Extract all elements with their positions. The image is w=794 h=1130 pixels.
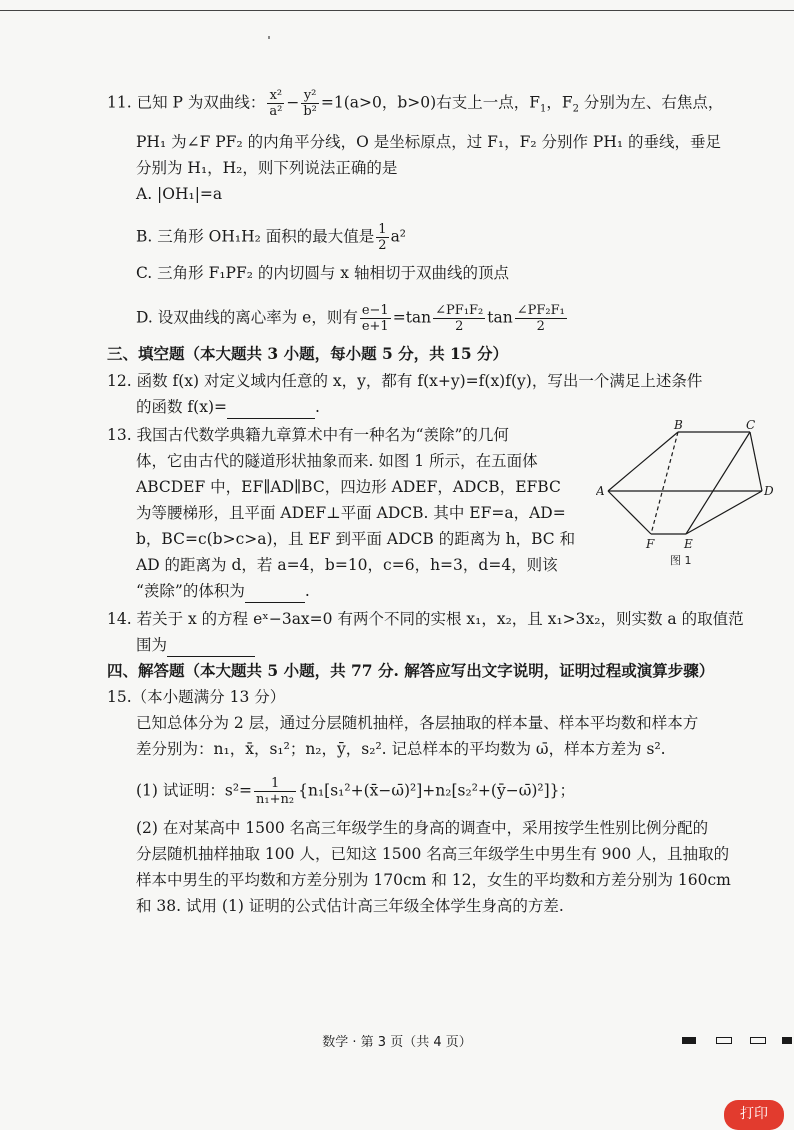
q14-line2: 围为 [136,634,255,657]
q13-line6: AD 的距离为 d，若 a=4，b=10，c=6，h=3，d=4，则该 [136,556,558,574]
q11-option-c: C. 三角形 F₁PF₂ 的内切圆与 x 轴相切于双曲线的顶点 [136,264,509,282]
q14-answer-blank [167,634,255,657]
q12-answer-blank [227,396,315,419]
print-button[interactable]: 打印 [724,1100,784,1130]
q11-line3: 分别为 H₁，H₂，则下列说法正确的是 [136,159,398,177]
q13-line1: 13. 我国古代数学典籍九章算术中有一种名为“羡除”的几何 [107,426,509,444]
q15-part1: (1) 试证明：s²= $\frac{1}{\text{n₁+n₂}}$ {n₁[s₁²+(x̄−ω̄)²]+n₂[s₂²+(ȳ−ω̄)²]}； [136,776,576,807]
q15-line2: 差分别为：n₁，x̄，s₁²；n₂，ȳ，s₂². 记总样本的平均数为 ω̄，样本方差为 s². [136,740,666,758]
footer-mark-filled [682,1037,696,1044]
footer-mark-empty-2 [750,1037,766,1044]
q15-part2-line2: 分层随机抽样抽取 100 人，已知这 1500 名高三年级学生中男生有 900 人，且抽取的 [136,845,730,863]
q15-line1: 已知总体分为 2 层，通过分层随机抽样，各层抽取的样本量、样本平均数和样本方 [136,714,699,732]
q11-option-a: A. |OH₁|=a [136,185,223,203]
label-e: E [684,537,693,551]
q13-line7: “羡除”的体积为 . [136,580,310,603]
page-footer: 数学 · 第 3 页（共 4 页） [322,1035,472,1050]
edge-ce [686,432,750,534]
q15-part2-line4: 和 38. 试用 (1) 证明的公式估计高三年级全体学生身高的方差. [136,897,564,915]
q11-line1: 11. 已知 P 为双曲线： $\frac{\text{x²}}{\text{a²}}$ − $\frac{\text{y²}}{\text{b²}}$ =1(a>0，b>0)右支上一点，$F_1$，$F_2$ 分别为左、右焦点， [107,88,724,119]
footer-mark-filled-2 [782,1037,792,1044]
section-4-heading: 四、解答题（本大题共 5 小题，共 77 分. 解答应写出文字说明，证明过程或演算步骤） [107,661,715,680]
footer-mark-empty-1 [716,1037,732,1044]
q15-heading: 15.（本小题满分 13 分） [107,688,286,706]
figure-caption: 图 1 [670,554,692,567]
q13-line3: ABCDEF 中，EF∥AD∥BC，四边形 ADEF，ADCB，EFBC [136,478,561,496]
q11-option-d: D. 设双曲线的离心率为 e，则有 $\frac{e-1}{e+1}$ =tan $\frac{\text{∠PF₁F₂}}{2}$ tan $\frac{\text{∠PF₂F₁}}{2}$ [136,303,565,334]
label-a: A [596,484,605,498]
edge-af [608,491,651,534]
q13-line4: 为等腰梯形，且平面 ADEF⊥平面 ADCB. 其中 EF=a，AD= [136,504,566,522]
label-d: D [764,484,774,498]
q12-line1: 12. 函数 f(x) 对定义域内任意的 x，y，都有 f(x+y)=f(x)f(y)，写出一个满足上述条件 [107,372,703,390]
q11-frac-y: $\frac{\text{y²}}{\text{b²}}$ [303,88,317,119]
label-f: F [646,537,655,551]
edge-bf-hidden [651,432,678,534]
label-c: C [746,419,756,432]
section-3-heading: 三、填空题（本大题共 3 小题，每小题 5 分，共 15 分） [107,344,509,363]
q12-line2: 的函数 f(x)= . [136,396,320,419]
q11-frac-x: $\frac{\text{x²}}{\text{a²}}$ [269,88,283,119]
label-b: B [674,419,683,432]
edge-ed [686,491,762,534]
scan-mark [268,36,270,39]
top-border [0,10,794,11]
q11-line2: PH₁ 为∠F PF₂ 的内角平分线，O 是坐标原点，过 F₁，F₂ 分别作 PH₁ 的垂线，垂足 [136,133,722,151]
q13-line5: b，BC=c(b>c>a)，且 EF 到平面 ADCB 的距离为 h，BC 和 [136,530,576,548]
q11-option-b: B. 三角形 OH₁H₂ 面积的最大值是 $\frac{1}{2}$ a² [136,222,407,253]
q15-part2-line1: (2) 在对某高中 1500 名高三年级学生的身高的调查中，采用按学生性别比例分配的 [136,819,709,837]
edge-cd [750,432,762,491]
q14-line1: 14. 若关于 x 的方程 eˣ−3ax=0 有两个不同的实根 x₁，x₂，且 x₁>3x₂，则实数 a 的取值范 [107,610,744,628]
q11-stem: 11. 已知 P 为双曲线： [107,93,266,112]
q13-line2: 体，它由古代的隧道形状抽象而来. 如图 1 所示，在五面体 [136,452,538,470]
figure-1-pentahedron [596,419,776,569]
q15-part2-line3: 样本中男生的平均数和方差分别为 170cm 和 12，女生的平均数和方差分别为 160cm [136,871,731,889]
q13-answer-blank [245,580,305,603]
edge-ab [608,432,678,491]
